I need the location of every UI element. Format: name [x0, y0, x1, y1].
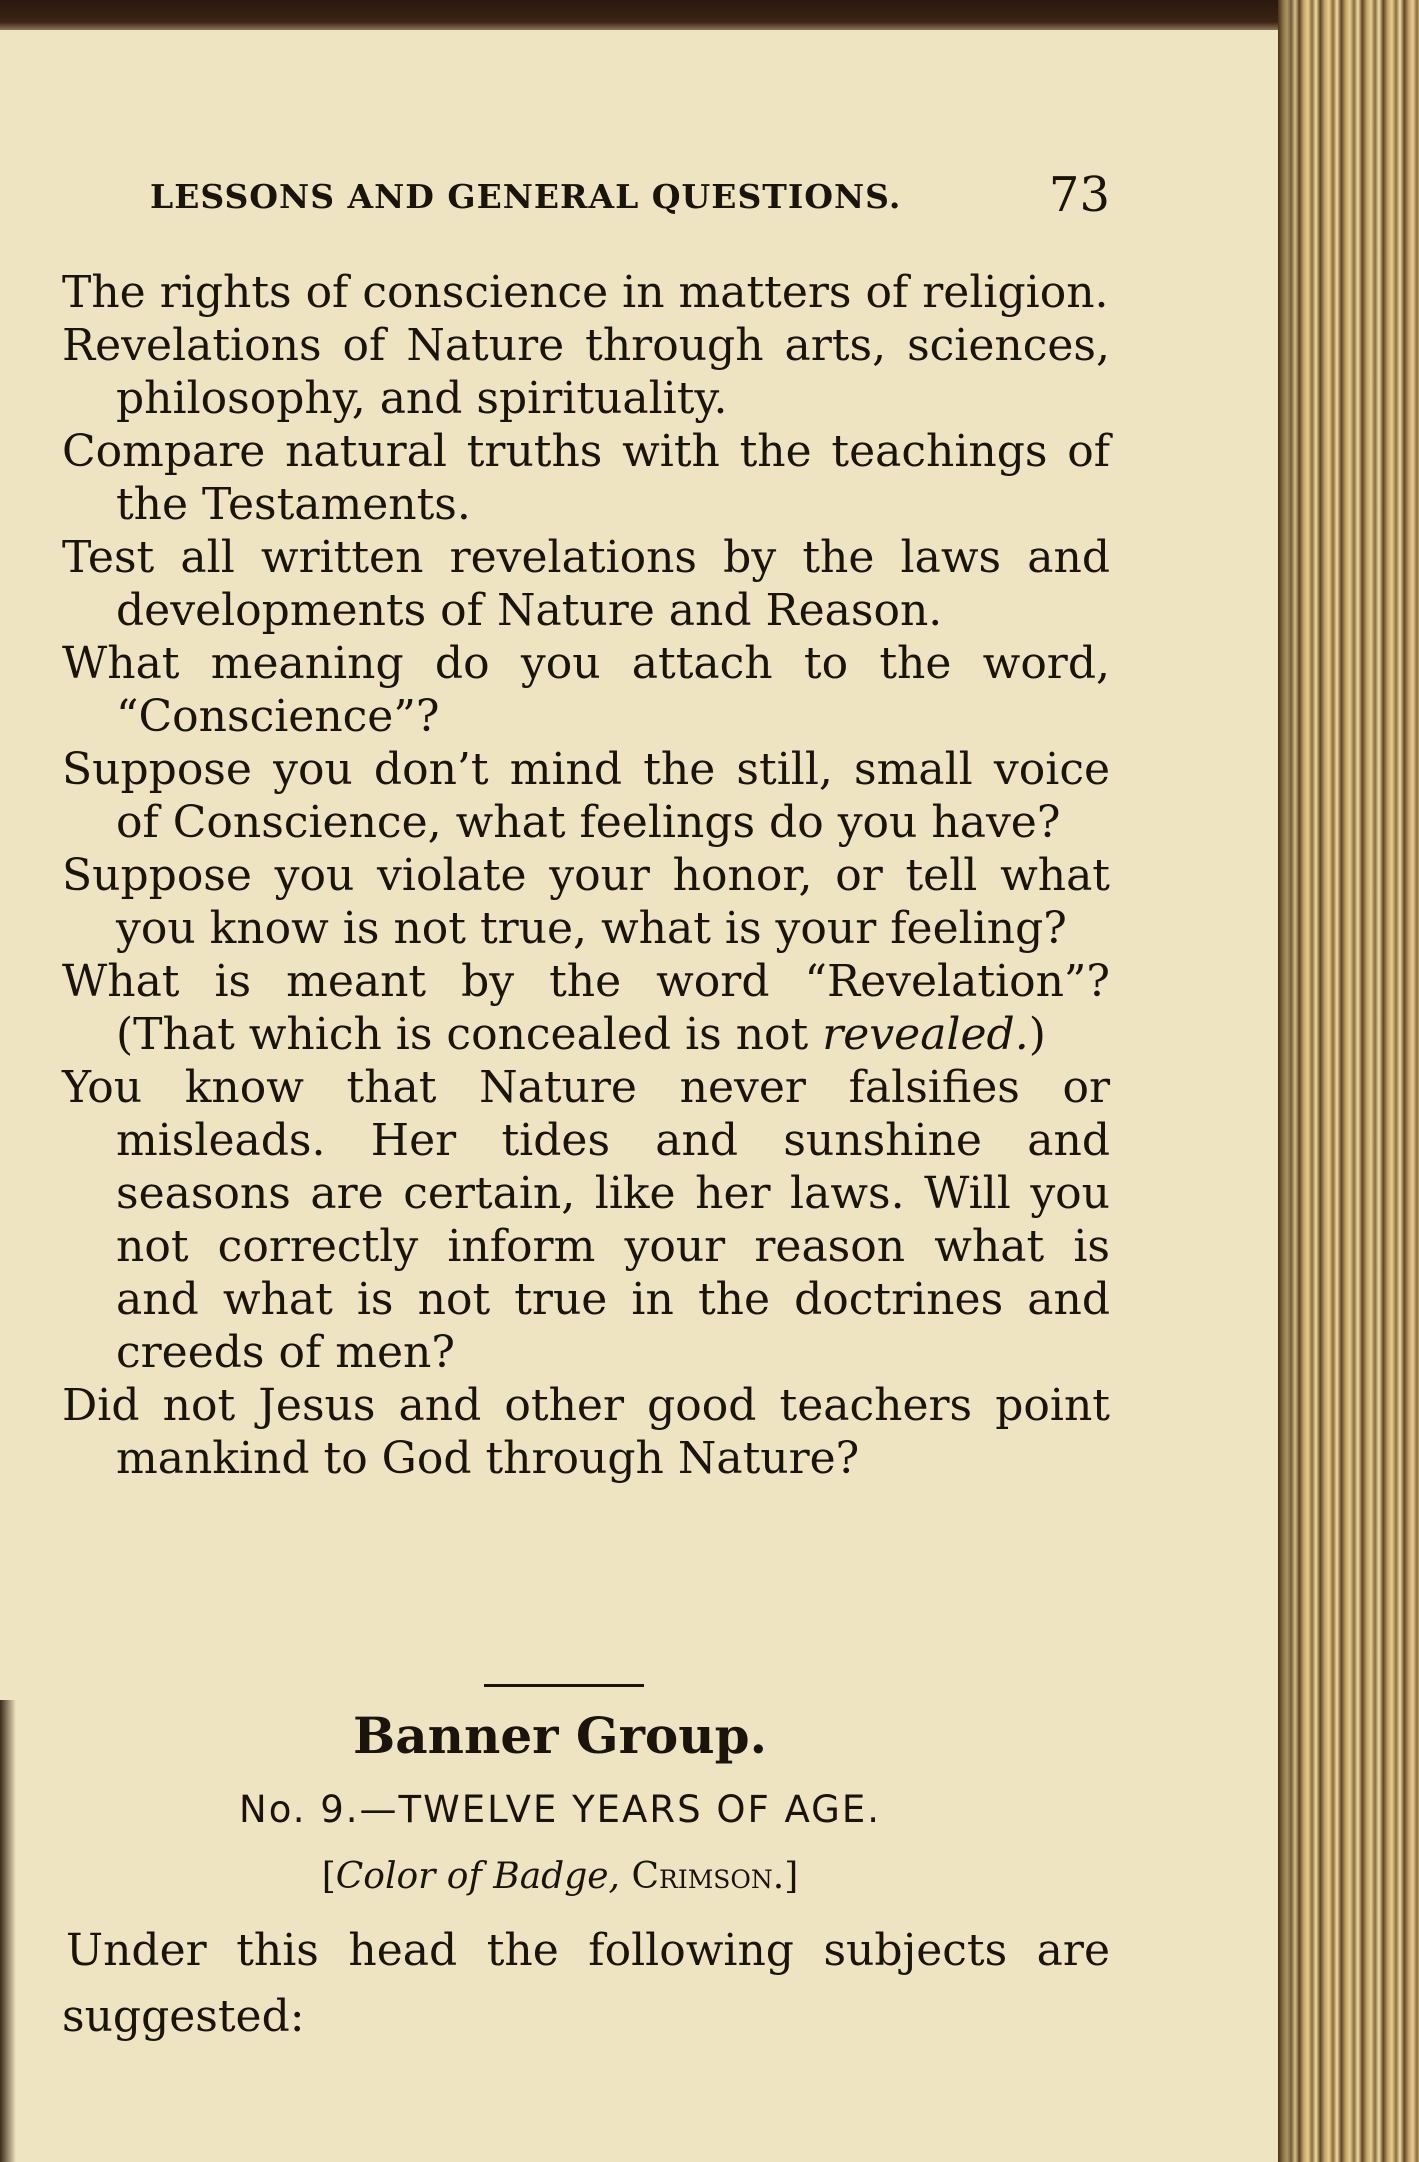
note-value: Crimson.: [631, 1856, 785, 1897]
section-subtitle: No. 9.—TWELVE YEARS OF AGE.: [239, 1788, 881, 1831]
badge-color-note: [0, 1856, 1120, 1897]
paragraph-test-revelations: Test all written revelations by the laws and developments of Nature and Reason.: [62, 532, 1110, 636]
spine-shadow: [1278, 0, 1302, 2162]
paragraph-violate-honor: Suppose you violate your honor, or tell what you know is not true, what is your feeling?: [62, 850, 1110, 954]
section-intro: Under this head the following subjects are suggested:: [62, 1925, 1110, 2042]
revelation-emphasis: revealed.: [822, 1009, 1029, 1060]
section-title: Banner Group.: [352, 1706, 768, 1765]
page-left-edge: [0, 1700, 16, 2162]
paragraph-revelations-of-nature: Revelations of Nature through arts, sciences, philosophy, and spirituality.: [62, 320, 1110, 424]
page-number: 73: [1048, 167, 1110, 223]
running-head: [150, 165, 1110, 225]
paragraph-jesus-teachers: Did not Jesus and other good teachers point mankind to God through Nature?: [62, 1380, 1110, 1484]
running-title: LESSONS AND GENERAL QUESTIONS.: [150, 177, 902, 216]
paragraph-conscience-rights: The rights of conscience in matters of religion.: [62, 267, 1109, 318]
revelation-close: ): [1028, 1009, 1046, 1060]
paragraph-voice-of-conscience: Suppose you don’t mind the still, small voice of Conscience, what feelings do you have?: [62, 744, 1110, 848]
revelation-question-text: What is meant by the word “Revelation”? (That which is concealed is not: [62, 956, 1110, 1060]
paragraph-compare-truths: Compare natural truths with the teachings of the Testaments.: [62, 426, 1110, 530]
section-divider-rule: [484, 1684, 644, 1687]
paragraph-meaning-conscience: What meaning do you attach to the word, “Conscience”?: [62, 638, 1110, 742]
body-text: [62, 266, 1110, 1485]
paragraph-nature-never-falsifies: You know that Nature never falsifies or misleads. Her tides and sunshine and seasons are certain, like her laws. Will you not correctly inform your reason what is and what is not true in the doctrines and creeds of men?: [62, 1062, 1110, 1378]
note-open-bracket: [: [321, 1856, 336, 1897]
note-label: Color of Badge,: [335, 1856, 620, 1897]
paragraph-meaning-revelation: [62, 955, 1110, 1061]
note-close-bracket: ]: [784, 1856, 799, 1897]
